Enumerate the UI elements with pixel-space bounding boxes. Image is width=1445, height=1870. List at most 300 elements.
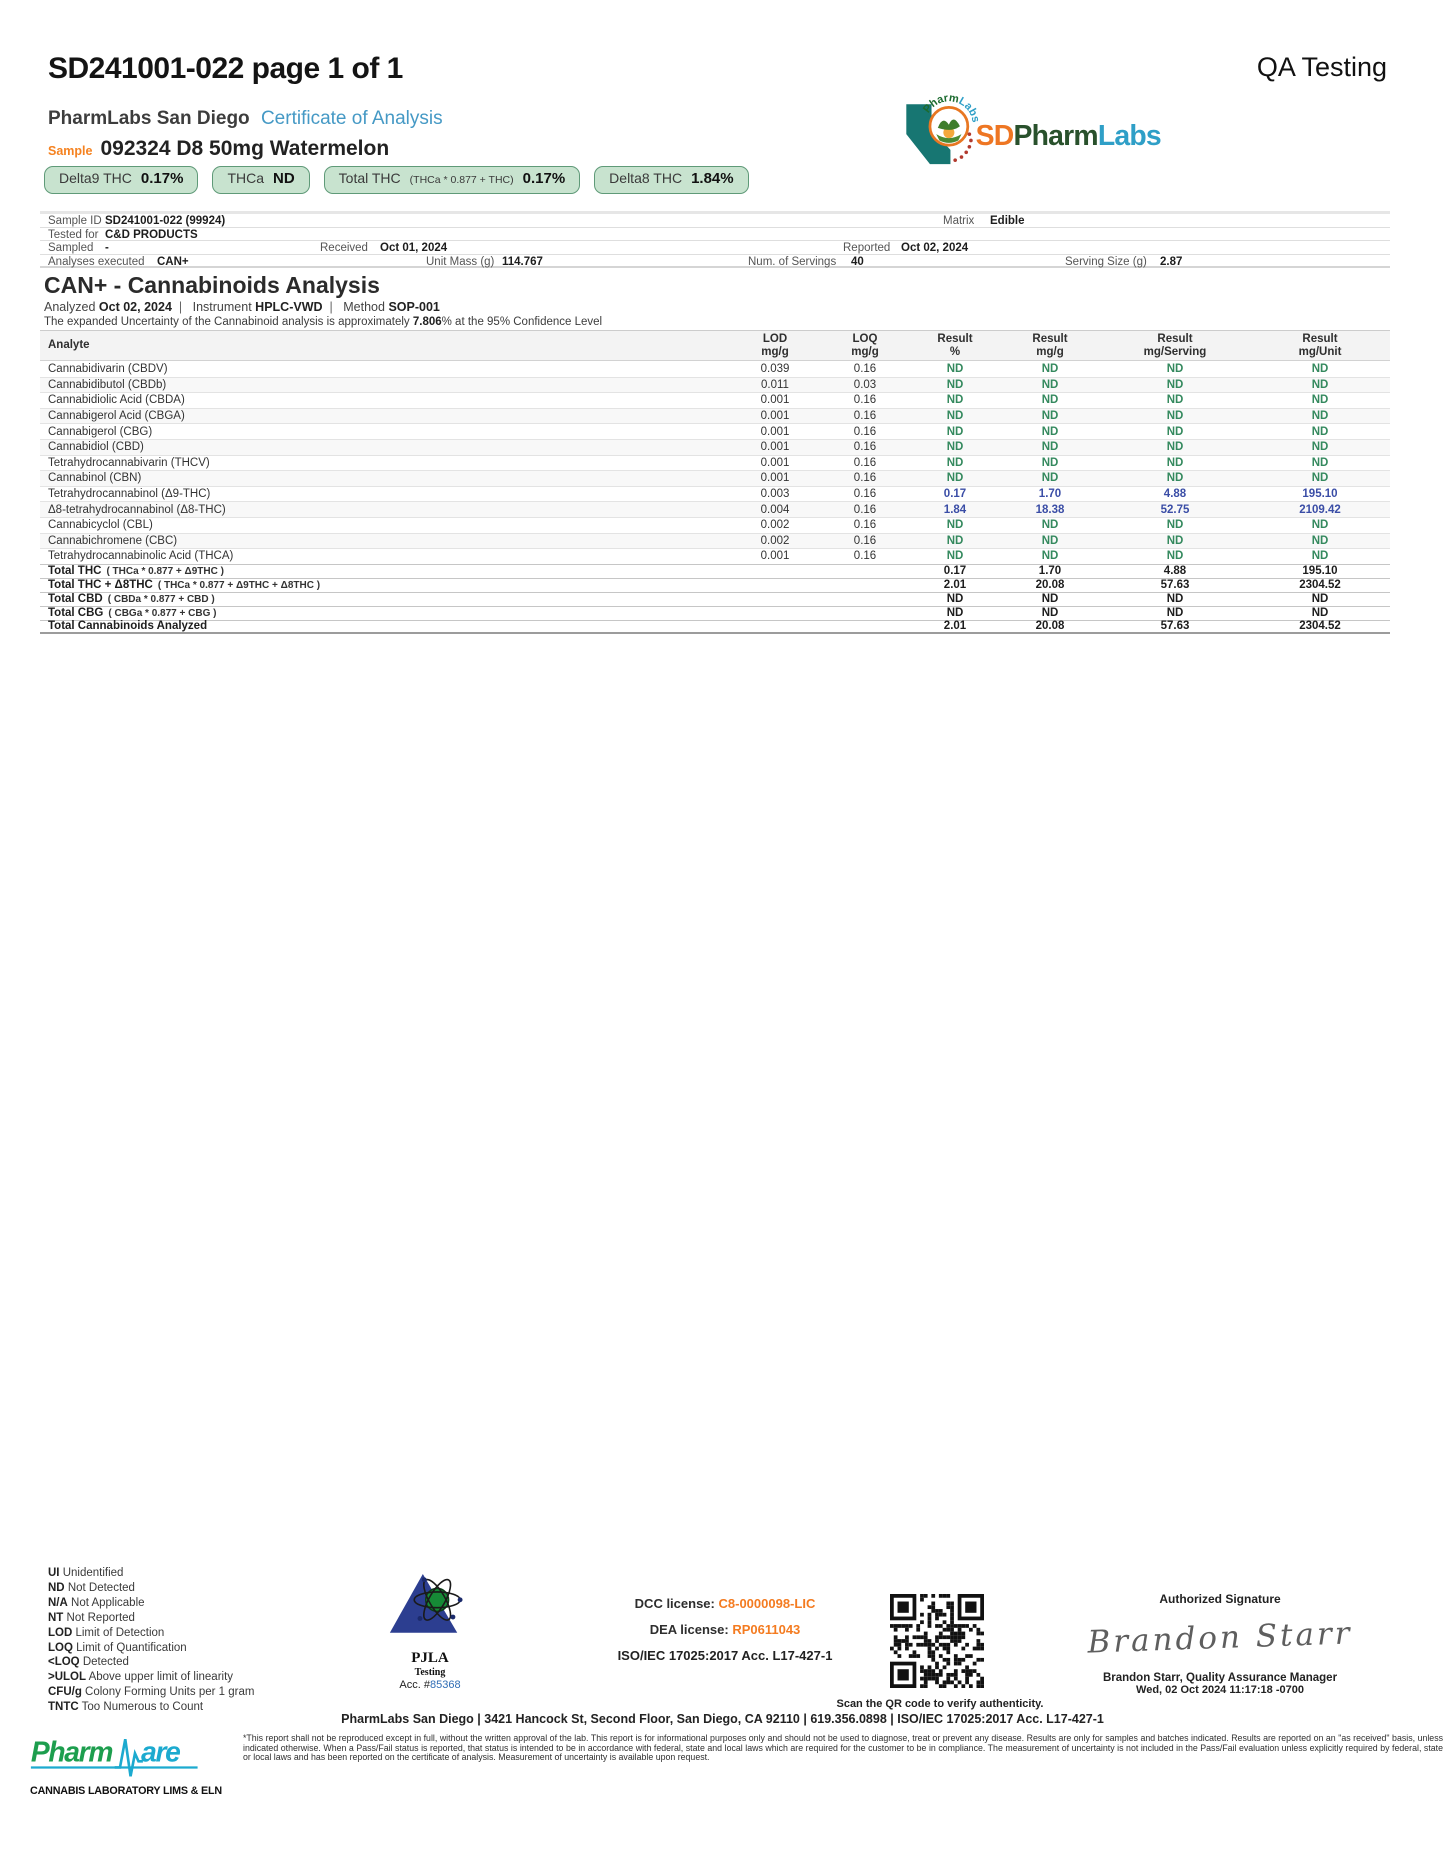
total-row: [40, 606, 1390, 620]
table-row: [40, 439, 1390, 455]
method-value: SOP-001: [388, 300, 440, 314]
total-row: [40, 620, 1390, 634]
total-name: Total Cannabinoids Analyzed: [48, 620, 208, 633]
logo-wordmark: [976, 120, 1161, 152]
title-row: [48, 52, 1387, 86]
legend-item: [48, 1596, 254, 1611]
result-value: 52.75: [1160, 503, 1190, 516]
result-value: ND: [1311, 519, 1329, 532]
lod-value: 0.001: [760, 394, 790, 407]
result-value: ND: [1041, 394, 1059, 407]
received-label: Received: [320, 242, 368, 255]
total-value: 2.01: [943, 620, 967, 633]
analyte-table-header: [40, 330, 1390, 361]
column-header-line1: LOD: [762, 333, 788, 345]
pharmware-are: are: [141, 1735, 180, 1768]
badge-value: 1.84%: [691, 170, 734, 187]
total-value: 2.01: [943, 579, 967, 592]
table-row: [40, 455, 1390, 471]
total-value: 20.08: [1035, 620, 1065, 633]
legend-abbr: LOD: [48, 1626, 73, 1639]
lod-value: 0.001: [760, 472, 790, 485]
loq-value: 0.16: [853, 519, 877, 532]
pulse-line-icon: [115, 1739, 143, 1776]
lod-value: 0.001: [760, 410, 790, 423]
total-name: Total CBG: [48, 607, 104, 620]
result-value: ND: [946, 362, 964, 375]
dcc-license-value: C8-0000098-LIC: [718, 1596, 816, 1611]
legend-abbr: N/A: [48, 1596, 68, 1609]
column-header: [1000, 333, 1100, 358]
result-value: ND: [1041, 534, 1059, 547]
legend-item: [48, 1670, 254, 1685]
table-row: [40, 501, 1390, 517]
total-row: [40, 564, 1390, 578]
result-value: ND: [1041, 410, 1059, 423]
pjla-accreditation: [360, 1570, 500, 1691]
total-value: ND: [1041, 607, 1059, 620]
total-row: [40, 592, 1390, 606]
qa-testing-label: QA Testing: [1256, 52, 1387, 82]
loq-value: 0.16: [853, 550, 877, 563]
result-value: ND: [1166, 519, 1184, 532]
table-row: [40, 548, 1390, 564]
result-value: ND: [1166, 394, 1184, 407]
analyte-name: Cannabidibutol (CBDb): [48, 378, 167, 391]
result-badge: [594, 166, 748, 194]
result-value: ND: [1311, 441, 1329, 454]
result-badge: [324, 166, 581, 194]
total-rows: [40, 564, 1390, 634]
uncertainty-value: 7.806: [412, 316, 442, 328]
total-value: ND: [946, 593, 964, 606]
result-value: ND: [1041, 456, 1059, 469]
total-value: 20.08: [1035, 579, 1065, 592]
result-value: ND: [1166, 550, 1184, 563]
result-value: ND: [1041, 519, 1059, 532]
total-formula: ( THCa * 0.877 + Δ9THC + Δ8THC ): [157, 580, 321, 592]
table-row: [40, 517, 1390, 533]
total-value: ND: [1311, 607, 1329, 620]
tested-for-value: C&D PRODUCTS: [105, 228, 198, 241]
legend-abbr: NT: [48, 1611, 64, 1624]
result-badge: [212, 166, 309, 194]
sample-id-value: SD241001-022 (99924): [105, 215, 226, 227]
column-header-line1: Result: [1032, 333, 1068, 345]
qr-code: [890, 1594, 984, 1688]
document-id: SD241001-022 page 1 of 1: [48, 52, 403, 85]
analyte-name: Tetrahydrocannabinolic Acid (THCA): [48, 550, 234, 563]
result-value: ND: [946, 378, 964, 391]
uncertainty-prefix: The expanded Uncertainty of the Cannabinoid analysis is approximately: [44, 316, 413, 328]
lab-address-line: PharmLabs San Diego | 3421 Hancock St, Second Floor, San Diego, CA 92110 | 619.356.0898 | ISO/IEC 17025:2017 Acc. L17-427-1: [341, 1712, 1104, 1726]
loq-value: 0.16: [853, 534, 877, 547]
total-formula: ( CBGa * 0.877 + CBG ): [108, 608, 217, 620]
result-value: ND: [1311, 378, 1329, 391]
result-value: ND: [1041, 378, 1059, 391]
result-value: ND: [1041, 425, 1059, 438]
method-label: Method: [343, 300, 385, 314]
table-row: [40, 408, 1390, 424]
footer: [0, 1560, 1445, 1870]
legend-text: Not Reported: [63, 1611, 135, 1624]
lab-name: PharmLabs San Diego: [48, 108, 250, 129]
loq-value: 0.16: [853, 503, 877, 516]
badge-row: [44, 166, 749, 194]
analyte-table: [40, 330, 1390, 634]
result-value: ND: [1311, 472, 1329, 485]
total-formula: ( THCa * 0.877 + Δ9THC ): [106, 566, 224, 578]
lod-value: 0.002: [760, 519, 790, 532]
servings-label: Num. of Servings: [748, 255, 837, 268]
instrument-label: Instrument: [192, 300, 252, 314]
legend-text: Colony Forming Units per 1 gram: [81, 1686, 255, 1699]
legend-text: Too Numerous to Count: [78, 1701, 204, 1714]
total-value: 1.70: [1038, 565, 1062, 578]
analyte-name: Tetrahydrocannabinol (Δ9-THC): [48, 488, 211, 501]
column-header-line2: %: [949, 345, 961, 358]
total-value: ND: [1166, 607, 1184, 620]
separator: |: [329, 300, 333, 314]
unit-mass-value: 114.767: [502, 255, 543, 268]
legend-item: [48, 1685, 254, 1700]
result-value: 1.84: [943, 503, 967, 516]
lod-value: 0.039: [760, 362, 790, 375]
result-value: ND: [1311, 456, 1329, 469]
result-value: ND: [1041, 441, 1059, 454]
reported-label: Reported: [843, 242, 891, 255]
logo-pharm: Pharm: [1013, 120, 1098, 153]
result-value: ND: [1041, 362, 1059, 375]
signature-block: [1070, 1592, 1370, 1696]
total-name-cell: [40, 620, 730, 632]
analyte-name: Cannabinol (CBN): [48, 472, 142, 485]
serving-size-label: Serving Size (g): [1065, 255, 1147, 268]
badge-label: Delta9 THC: [59, 170, 132, 186]
result-value: ND: [1166, 472, 1184, 485]
analyte-rows: [40, 361, 1390, 564]
legend-item: [48, 1655, 254, 1670]
result-value: ND: [946, 550, 964, 563]
result-value: ND: [946, 441, 964, 454]
analyzed-value: Oct 02, 2024: [98, 300, 172, 314]
qr-caption: Scan the QR code to verify authenticity.: [836, 1698, 1044, 1710]
sampled-value: -: [105, 242, 109, 255]
info-row-4: [40, 255, 1390, 269]
table-row: [40, 486, 1390, 502]
result-value: ND: [1311, 362, 1329, 375]
pharmware-tagline: CANNABIS LABORATORY LIMS & ELN: [30, 1785, 222, 1797]
result-value: ND: [1166, 534, 1184, 547]
loq-value: 0.16: [853, 472, 877, 485]
result-value: 0.17: [943, 488, 967, 501]
sdpharmlabs-logo-graphic: [900, 92, 1168, 170]
column-header-line2: mg/g: [1036, 345, 1064, 358]
loq-value: 0.16: [853, 441, 877, 454]
info-row-2: [40, 228, 1390, 242]
table-row: [40, 361, 1390, 377]
column-header-line1: Result: [1302, 333, 1338, 345]
total-value: ND: [1041, 593, 1059, 606]
pjla-accreditation-number: [360, 1679, 500, 1691]
result-value: ND: [1166, 441, 1184, 454]
sampled-label: Sampled: [48, 242, 94, 255]
unit-mass-label: Unit Mass (g): [426, 255, 495, 268]
column-header: [820, 333, 910, 358]
column-header-line2: mg/Unit: [1298, 345, 1342, 358]
total-value: 4.88: [1163, 565, 1187, 578]
legend-text: Not Detected: [64, 1581, 135, 1594]
result-value: ND: [946, 534, 964, 547]
loq-value: 0.16: [853, 456, 877, 469]
result-value: ND: [1041, 472, 1059, 485]
analyte-name: Cannabigerol (CBG): [48, 425, 153, 438]
legend-text: Unidentified: [59, 1567, 124, 1579]
result-badge: [44, 166, 198, 194]
legend-abbr: TNTC: [48, 1701, 79, 1714]
total-value: ND: [1166, 593, 1184, 606]
result-value: ND: [1311, 550, 1329, 563]
lod-value: 0.001: [760, 441, 790, 454]
analyte-name: Cannabichromene (CBC): [48, 534, 178, 547]
table-row: [40, 533, 1390, 549]
sdpharmlabs-logo: [900, 92, 1168, 175]
total-name: Total CBD: [48, 593, 103, 606]
total-name-cell: [40, 565, 730, 577]
sample-info-table: [40, 211, 1390, 268]
legend-text: Limit of Detection: [72, 1626, 165, 1639]
legend-item: [48, 1626, 254, 1641]
total-value: 0.17: [943, 565, 967, 578]
authorized-signature-label: Authorized Signature: [1159, 1592, 1281, 1606]
pjla-logo: [387, 1570, 473, 1644]
column-header-line1: Result: [1157, 333, 1193, 345]
analyte-name: Cannabidiol (CBD): [48, 441, 144, 454]
total-value: 2304.52: [1299, 579, 1341, 592]
result-value: 18.38: [1035, 503, 1065, 516]
logo-arc-labs: Labs: [956, 95, 982, 124]
table-row: [40, 423, 1390, 439]
loq-value: 0.16: [853, 425, 877, 438]
result-value: ND: [1166, 362, 1184, 375]
section-meta: [44, 300, 440, 314]
total-row: [40, 578, 1390, 592]
column-header: [1250, 333, 1390, 358]
dcc-license-label: DCC license:: [634, 1596, 715, 1611]
svg-text:are: [141, 1735, 180, 1767]
analyses-value: CAN+: [157, 255, 189, 268]
reported-value: Oct 02, 2024: [901, 242, 969, 255]
total-value: 57.63: [1160, 620, 1190, 633]
column-header: [40, 339, 730, 352]
column-header: [730, 333, 820, 358]
lod-value: 0.001: [760, 425, 790, 438]
result-value: ND: [946, 472, 964, 485]
lod-value: 0.004: [760, 503, 790, 516]
tested-for-label: Tested for: [48, 228, 99, 241]
result-value: ND: [1311, 394, 1329, 407]
total-value: 57.63: [1160, 579, 1190, 592]
legend-abbr: ND: [48, 1581, 65, 1594]
received-value: Oct 01, 2024: [380, 242, 448, 255]
legend-text: Detected: [79, 1656, 129, 1669]
matrix-label: Matrix: [943, 215, 975, 227]
analyte-name: Cannabidivarin (CBDV): [48, 362, 168, 375]
badge-label: Total THC: [338, 170, 401, 186]
column-header: [1100, 333, 1250, 358]
table-row: [40, 470, 1390, 486]
signature-date: Wed, 02 Oct 2024 11:17:18 -0700: [1136, 1684, 1304, 1696]
sample-label: Sample: [48, 144, 93, 158]
column-header-line2: mg/Serving: [1143, 345, 1207, 358]
pjla-name: PJLA: [411, 1650, 449, 1666]
total-name: Total THC: [48, 565, 102, 578]
lod-value: 0.003: [760, 488, 790, 501]
lod-value: 0.001: [760, 456, 790, 469]
svg-text:Pharm: [31, 1735, 112, 1767]
legend-abbr: CFU/g: [48, 1686, 82, 1699]
pjla-acc-value: 85368: [429, 1679, 461, 1691]
column-header-line1: Analyte: [48, 339, 90, 352]
column-header-line1: LOQ: [852, 333, 878, 345]
loq-value: 0.03: [853, 378, 877, 391]
lod-value: 0.001: [760, 550, 790, 563]
total-name-cell: [40, 579, 730, 591]
legend-text: Not Applicable: [67, 1596, 145, 1609]
disclaimer: *This report shall not be reproduced except in full, without the written approval of the lab. This report is for informational purposes only and should not be used to diagnose, treat or prevent any disease. Results are only for samples and batches indicated. Results are reported on an "as received" basis, unless indicated otherwise. When a Pass/Fail status is reported, that status is intended to be in accordance with federal, state and local laws which are required for the customer to be in compliance. The measurement of uncertainty is not included in the Pass/Fail evaluation unless explicitly required by federal, state or local laws and has been reported on the certificate of analysis. Measurement of uncertainty is available upon request.: [243, 1733, 1443, 1763]
result-value: ND: [946, 425, 964, 438]
total-value: ND: [1311, 593, 1329, 606]
servings-value: 40: [851, 255, 864, 268]
pjla-testing-label: Testing: [414, 1667, 446, 1678]
lod-value: 0.002: [760, 534, 790, 547]
analyzed-label: Analyzed: [44, 300, 96, 314]
badge-formula: (THCa * 0.877 + THC): [409, 174, 514, 186]
total-value: 2304.52: [1299, 620, 1341, 633]
analyte-name: Cannabidiolic Acid (CBDA): [48, 394, 185, 407]
result-value: ND: [946, 394, 964, 407]
info-row-3: [40, 241, 1390, 255]
dcc-license-line: [585, 1596, 865, 1611]
total-name-cell: [40, 593, 730, 605]
signature-script: Brandon Starr: [1086, 1615, 1354, 1661]
result-value: ND: [1166, 425, 1184, 438]
legend-abbr: <LOQ: [48, 1656, 80, 1669]
column-header: [910, 333, 1000, 358]
sample-name: 092324 D8 50mg Watermelon: [100, 137, 390, 160]
result-value: ND: [1311, 425, 1329, 438]
legend-item: [48, 1566, 254, 1581]
total-value: 195.10: [1302, 565, 1338, 578]
pjla-acc-label: Acc. #: [399, 1679, 430, 1691]
legend-item: [48, 1611, 254, 1626]
matrix-value: Edible: [990, 215, 1025, 227]
dea-license-value: RP0611043: [732, 1622, 801, 1637]
result-value: ND: [946, 456, 964, 469]
total-value: ND: [946, 607, 964, 620]
uncertainty-note: [44, 316, 602, 328]
column-header-line2: mg/g: [761, 345, 789, 358]
qr-code-wrap: [890, 1594, 1090, 1693]
legend-abbr: LOQ: [48, 1641, 73, 1654]
section-title: CAN+ - Cannabinoids Analysis: [44, 272, 380, 298]
result-value: 2109.42: [1299, 503, 1341, 516]
info-row-1: [40, 214, 1390, 228]
result-value: 195.10: [1302, 488, 1338, 501]
analyte-name: Δ8-tetrahydrocannabinol (Δ8-THC): [48, 503, 226, 516]
legend-item: [48, 1581, 254, 1596]
pharmware-logo: [30, 1732, 230, 1797]
instrument-value: HPLC-VWD: [255, 300, 323, 314]
result-value: 4.88: [1163, 488, 1187, 501]
legend-text: Limit of Quantification: [72, 1641, 187, 1654]
logo-labs: Labs: [1097, 120, 1161, 153]
analyte-name: Tetrahydrocannabivarin (THCV): [48, 456, 210, 469]
pharmware-pharm: Pharm: [30, 1735, 113, 1768]
result-value: ND: [1166, 410, 1184, 423]
logo-sd: SD: [975, 120, 1014, 153]
legend: [48, 1566, 254, 1715]
result-value: 1.70: [1038, 488, 1062, 501]
analyte-name: Cannabigerol Acid (CBGA): [48, 410, 185, 423]
analyte-name: Cannabicyclol (CBL): [48, 519, 153, 532]
table-row: [40, 377, 1390, 393]
certificate-type: Certificate of Analysis: [260, 108, 443, 129]
result-value: ND: [1041, 550, 1059, 563]
pharmware-logo-graphic: [30, 1732, 202, 1780]
loq-value: 0.16: [853, 394, 877, 407]
result-value: ND: [946, 519, 964, 532]
result-value: ND: [1311, 410, 1329, 423]
legend-item: [48, 1641, 254, 1656]
sample-line: [48, 137, 389, 161]
signer-name-title: Brandon Starr, Quality Assurance Manager: [1102, 1672, 1338, 1684]
result-value: ND: [1166, 378, 1184, 391]
badge-value: ND: [273, 170, 295, 187]
column-header-line2: mg/g: [851, 345, 879, 358]
legend-text: Above upper limit of linearity: [86, 1671, 234, 1684]
table-row: [40, 392, 1390, 408]
column-header-line1: Result: [937, 333, 973, 345]
lab-line: [48, 108, 443, 130]
badge-label: THCa: [227, 170, 264, 186]
lod-value: 0.011: [761, 378, 789, 391]
iso-accreditation: ISO/IEC 17025:2017 Acc. L17-427-1: [617, 1648, 833, 1663]
badge-value: 0.17%: [522, 170, 566, 187]
result-value: ND: [1311, 534, 1329, 547]
total-formula: ( CBDa * 0.877 + CBD ): [107, 594, 215, 606]
total-name: Total THC + Δ8THC: [48, 579, 153, 592]
separator: |: [178, 300, 183, 314]
loq-value: 0.16: [853, 362, 877, 375]
result-value: ND: [946, 410, 964, 423]
loq-value: 0.16: [853, 410, 877, 423]
logo-arc-pharm: Pharm: [920, 92, 960, 116]
dea-license-label: DEA license:: [649, 1622, 729, 1637]
dea-license-line: [585, 1622, 865, 1637]
analyses-label: Analyses executed: [48, 255, 145, 268]
sample-id-label: Sample ID: [48, 215, 102, 227]
badge-label: Delta8 THC: [609, 170, 683, 186]
license-block: [585, 1596, 865, 1663]
serving-size-value: 2.87: [1160, 255, 1183, 268]
uncertainty-suffix: % at the 95% Confidence Level: [441, 316, 603, 328]
legend-abbr: UI: [48, 1567, 60, 1579]
total-name-cell: [40, 607, 730, 619]
result-value: ND: [1166, 456, 1184, 469]
badge-value: 0.17%: [140, 170, 184, 187]
legend-abbr: >ULOL: [48, 1671, 87, 1684]
